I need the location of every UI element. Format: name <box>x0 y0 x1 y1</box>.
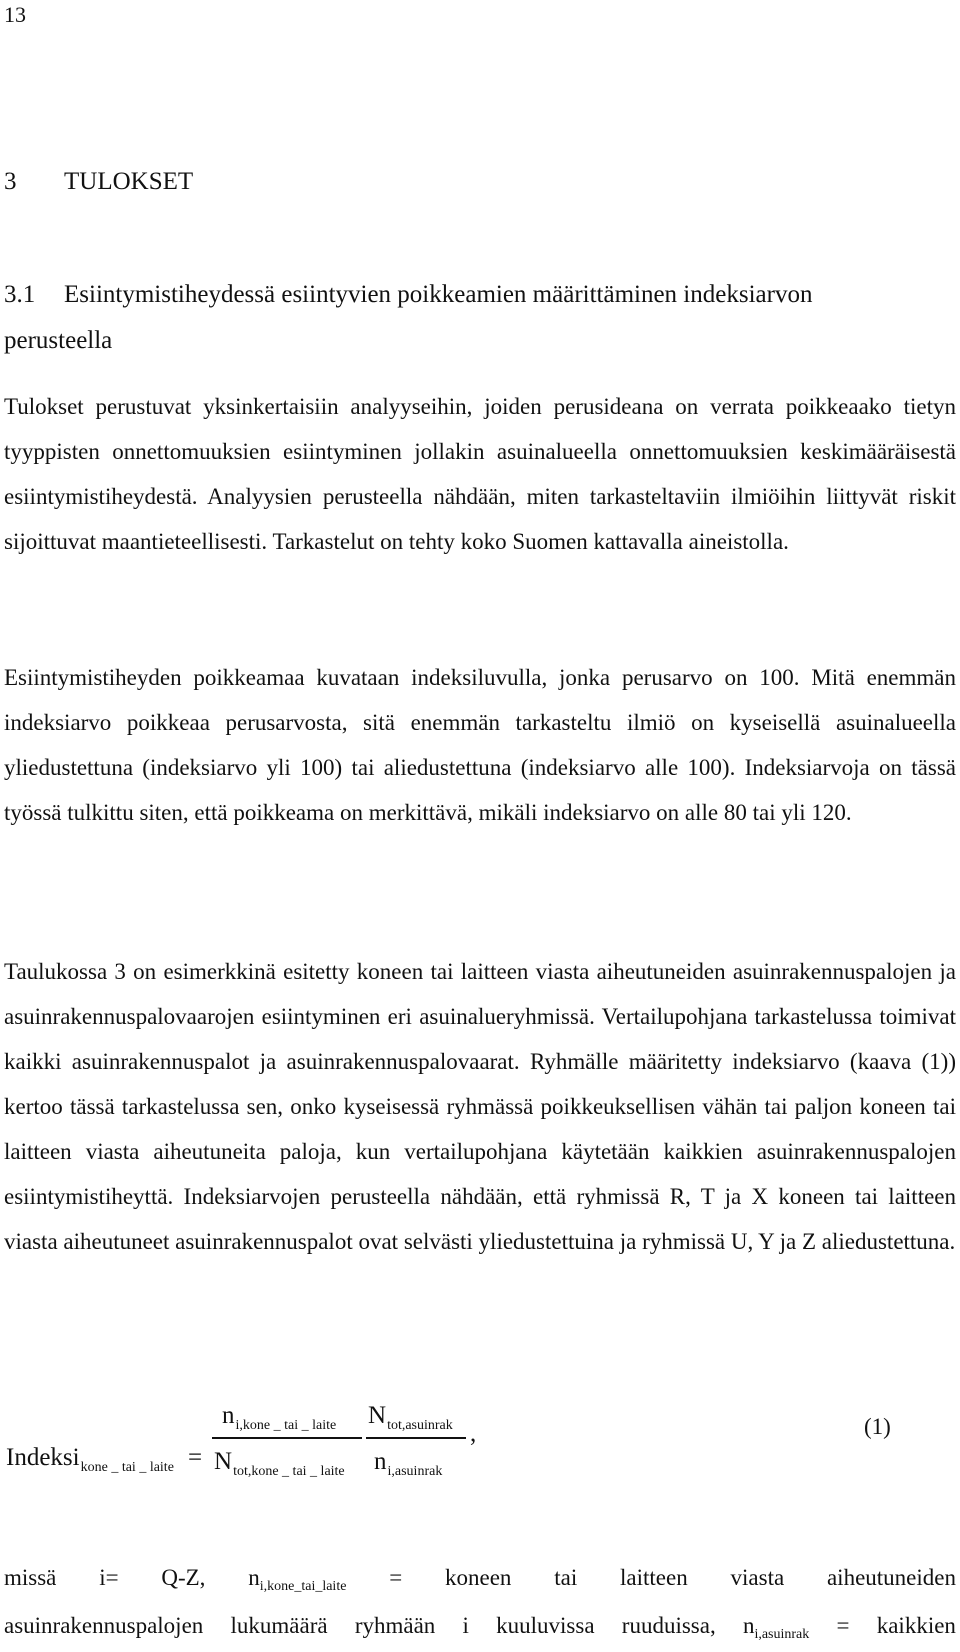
fraction1-denominator: $N_{tot,kone \_ tai \_ laite}$ <box>214 1448 345 1479</box>
equation-equals: = <box>188 1444 203 1471</box>
chapter-number: 3 <box>4 168 17 195</box>
equation-comma: , <box>470 1420 477 1447</box>
section-title: Esiintymistiheydessä esiintyvien poikkeamien määrittäminen indeksiarvon perusteella <box>4 281 813 354</box>
fraction2-numerator: $N_{tot,asuinrak}$ <box>368 1402 453 1433</box>
section-heading <box>4 272 904 364</box>
fraction1-numerator: $n_{i,kone \_ tai \_ laite}$ <box>222 1402 337 1433</box>
paragraph-2: Esiintymistiheyden poikkeamaa kuvataan indeksiluvulla, jonka perusarvo on 100. Mitä enemmän indeksiarvo poikkeaa perusarvosta, sitä enemmän tarkasteltu ilmiö on kyseisellä asuinalueella yliedustettuna (indeksiarvo yli 100) tai aliedustettuna (indeksiarvo alle 100). Indeksiarvoja on tässä työssä tulkittu siten, että poikkeama on merkittävä, mikäli indeksiarvo on alle 80 tai yli 120. <box>4 665 956 825</box>
where-line-1: missä i= Q-Z, $n_{i,kone\_tai\_laite}$ = koneen tai laitteen viasta aiheutuneiden <box>4 1565 956 1594</box>
chapter-title: TULOKSET <box>64 168 194 195</box>
page-number: 13 <box>4 2 26 27</box>
chapter-heading <box>4 165 193 199</box>
equation-block <box>0 1400 960 1510</box>
where-line-2: asuinrakennuspalojen lukumäärä ryhmään i kuuluvissa ruuduissa, $n_{i,asuinrak}$ = kaikkien <box>4 1613 956 1642</box>
fraction2-line <box>366 1437 466 1439</box>
equation-lhs: Indeksi$_{kone \_ tai \_ laite}$ <box>6 1444 174 1475</box>
paragraph-1: Tulokset perustuvat yksinkertaisiin analyyseihin, joiden perusideana on verrata poikkeaako tietyn tyyppisten onnettomuuksien esiintyminen jollakin asuinalueella onnettomuuksien keskimääräisestä esiintymistiheydestä. Analyysien perusteella nähdään, miten tarkasteltaviin ilmiöihin liittyvät riskit sijoittuvat maantieteellisesti. Tarkastelut on tehty koko Suomen kattavalla aineistolla. <box>4 394 956 554</box>
fraction2-denominator: $n_{i,asuinrak}$ <box>374 1448 443 1479</box>
fraction1-line <box>212 1437 362 1439</box>
paragraph-3: Taulukossa 3 on esimerkkinä esitetty koneen tai laitteen viasta aiheutuneiden asuinrakennuspalojen ja asuinrakennuspalovaarojen esiintyminen eri asuinalueryhmissä. Vertailupohjana tarkastelussa toimivat kaikki asuinrakennuspalot ja asuinrakennuspalovaarat. Ryhmälle määritetty indeksiarvo (kaava (1)) kertoo tässä tarkastelussa sen, onko kyseisessä ryhmässä poikkeuksellisen vähän tai paljon koneen tai laitteen viasta aiheutuneita paloja, kun vertailupohjana käytetään kaikkien asuinrakennuspalojen esiintymistiheyttä. Indeksiarvojen perusteella nähdään, että ryhmissä R, T ja X koneen tai laitteen viasta aiheutuneet asuinrakennuspalot ovat selvästi yliedustettuina ja ryhmissä U, Y ja Z aliedustettuna. <box>4 959 956 1254</box>
equation-number: (1) <box>864 1414 891 1439</box>
section-number: 3.1 <box>4 281 36 308</box>
